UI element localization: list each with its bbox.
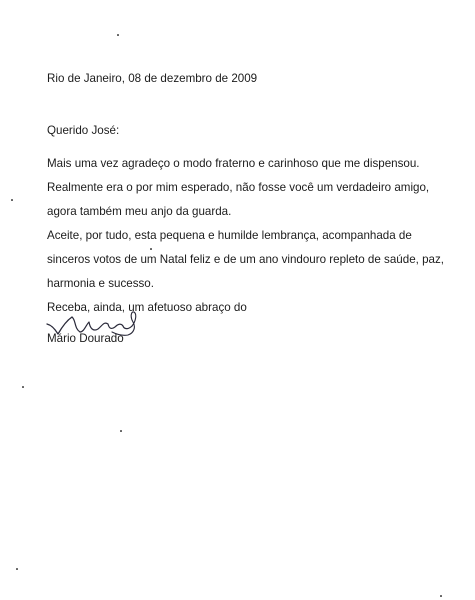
letter-body-line-2: Realmente era o por mim esperado, não fosse você um verdadeiro amigo, — [47, 181, 430, 194]
letter-body-line-3: agora também meu anjo da guarda. — [47, 205, 232, 218]
letter-place-date: Rio de Janeiro, 08 de dezembro de 2009 — [47, 72, 258, 85]
scan-speck — [11, 199, 13, 201]
scan-speck — [22, 386, 24, 388]
signer-name: Mário Dourado — [47, 332, 124, 345]
letter-closing: Receba, ainda, um afetuoso abraço do — [47, 301, 247, 314]
letter-body-line-5: sinceros votos de um Natal feliz e de um ano vindouro repleto de saúde, paz, — [47, 253, 444, 266]
scan-speck — [16, 568, 18, 570]
letter-body-line-6: harmonia e sucesso. — [47, 277, 154, 290]
scan-speck — [117, 34, 119, 36]
letter-body-line-4: Aceite, por tudo, esta pequena e humilde lembrança, acompanhada de — [47, 229, 412, 242]
letter-greeting: Querido José: — [47, 124, 120, 137]
letter-body-line-1: Mais uma vez agradeço o modo fraterno e carinhoso que me dispensou. — [47, 157, 420, 170]
scan-speck — [120, 430, 122, 432]
scan-speck — [150, 248, 152, 250]
scan-speck — [440, 595, 442, 597]
